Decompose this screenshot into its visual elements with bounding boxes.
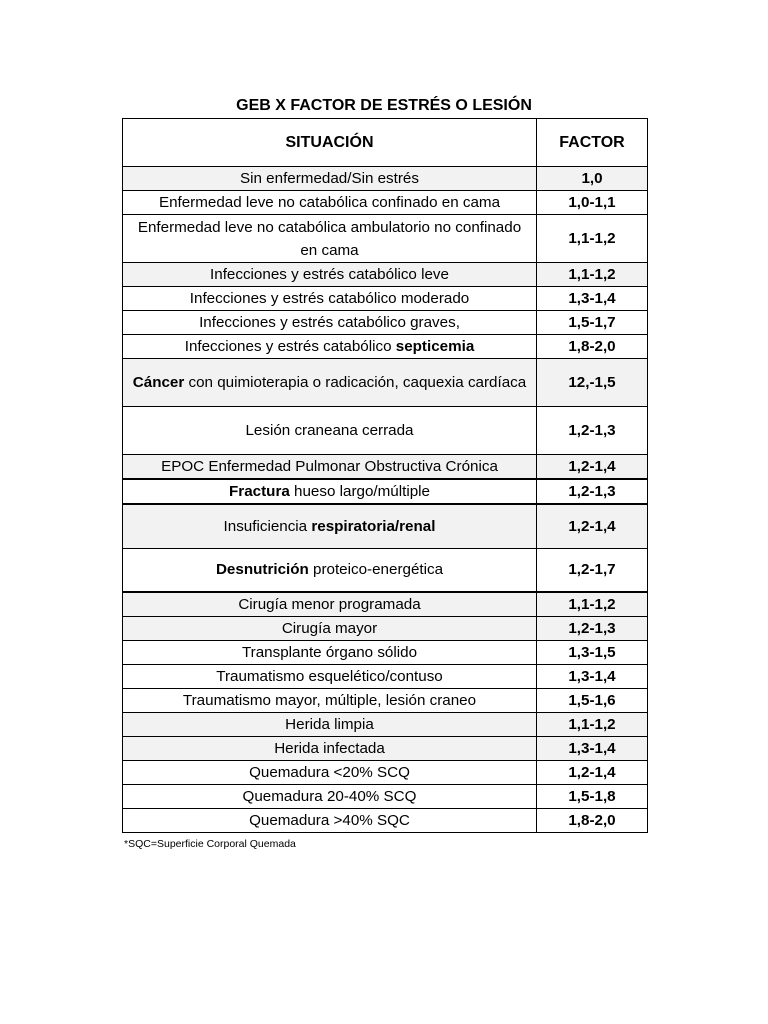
situation-cell bbox=[123, 737, 537, 761]
situation-text: Sin enfermedad/Sin estrés bbox=[240, 170, 419, 187]
situation-bold-text: respiratoria/renal bbox=[311, 517, 436, 535]
situation-cell bbox=[123, 689, 537, 713]
header-factor: FACTOR bbox=[537, 119, 648, 167]
factor-cell: 1,2-1,4 bbox=[537, 455, 648, 480]
table-body bbox=[123, 167, 648, 833]
situation-text: Quemadura <20% SCQ bbox=[249, 764, 410, 781]
situation-text: Traumatismo mayor, múltiple, lesión craneo bbox=[182, 692, 477, 709]
situation-text-tail: con quimioterapia o radicación, caquexia cardíaca bbox=[184, 374, 527, 391]
situation-text: Traumatismo esquelético/contuso bbox=[216, 668, 443, 685]
situation-cell bbox=[123, 287, 537, 311]
factor-cell: 1,8-2,0 bbox=[537, 335, 648, 359]
situation-cell bbox=[123, 809, 537, 833]
table-row bbox=[123, 359, 648, 407]
factor-cell: 1,1-1,2 bbox=[537, 592, 648, 617]
situation-text: Herida limpia bbox=[285, 716, 374, 733]
page-title: GEB X FACTOR DE ESTRÉS O LESIÓN bbox=[236, 97, 532, 114]
factor-cell: 1,5-1,6 bbox=[537, 689, 648, 713]
factor-cell: 1,3-1,5 bbox=[537, 641, 648, 665]
factor-cell: 1,5-1,7 bbox=[537, 311, 648, 335]
factor-cell: 1,2-1,4 bbox=[537, 761, 648, 785]
situation-text-tail: proteico-energética bbox=[308, 561, 444, 579]
situation-cell bbox=[123, 665, 537, 689]
factor-cell: 1,5-1,8 bbox=[537, 785, 648, 809]
situation-text: Cirugía mayor bbox=[281, 620, 378, 637]
table-row bbox=[123, 287, 648, 311]
table-row bbox=[123, 665, 648, 689]
table-row bbox=[123, 263, 648, 287]
header-situacion: SITUACIÓN bbox=[123, 119, 537, 167]
situation-cell bbox=[123, 407, 537, 455]
situation-bold-text: Cáncer bbox=[132, 374, 185, 391]
table-row bbox=[123, 479, 648, 504]
situation-text: Quemadura >40% SQC bbox=[249, 812, 410, 829]
situation-text: EPOC Enfermedad Pulmonar Obstructiva Crónica bbox=[161, 458, 498, 475]
situation-text: Enfermedad leve no catabólica ambulatorio no confinado en cama bbox=[137, 218, 522, 259]
factor-cell: 1,2-1,7 bbox=[537, 548, 648, 592]
situation-cell bbox=[123, 641, 537, 665]
situation-cell bbox=[123, 761, 537, 785]
factor-cell: 1,1-1,2 bbox=[537, 215, 648, 263]
table-row bbox=[123, 737, 648, 761]
table-row bbox=[123, 617, 648, 641]
situation-cell bbox=[123, 504, 537, 548]
situation-text: Infecciones y estrés catabólico leve bbox=[210, 266, 449, 283]
table-row bbox=[123, 191, 648, 215]
table-row bbox=[123, 335, 648, 359]
situation-cell bbox=[123, 592, 537, 617]
situation-text: Transplante órgano sólido bbox=[241, 644, 418, 661]
factor-cell: 1,3-1,4 bbox=[537, 287, 648, 311]
factor-cell: 1,0-1,1 bbox=[537, 191, 648, 215]
table-row bbox=[123, 592, 648, 617]
situation-text: Enfermedad leve no catabólica confinado en cama bbox=[158, 194, 501, 211]
situation-cell bbox=[123, 479, 537, 504]
situation-text: Quemadura 20-40% SCQ bbox=[242, 788, 417, 805]
situation-bold-text: septicemia bbox=[395, 338, 475, 355]
factor-cell: 1,8-2,0 bbox=[537, 809, 648, 833]
situation-cell bbox=[123, 359, 537, 407]
table-row bbox=[123, 785, 648, 809]
factor-cell: 1,3-1,4 bbox=[537, 665, 648, 689]
situation-cell bbox=[123, 191, 537, 215]
situation-cell bbox=[123, 785, 537, 809]
table-header-row bbox=[123, 119, 648, 167]
factor-cell: 1,2-1,3 bbox=[537, 617, 648, 641]
table-row bbox=[123, 504, 648, 548]
factor-cell: 1,2-1,3 bbox=[537, 479, 648, 504]
factor-cell: 1,2-1,3 bbox=[537, 407, 648, 455]
factor-cell: 1,0 bbox=[537, 167, 648, 191]
table-row bbox=[123, 455, 648, 480]
situation-cell bbox=[123, 335, 537, 359]
situation-cell bbox=[123, 311, 537, 335]
situation-cell bbox=[123, 263, 537, 287]
table-row bbox=[123, 407, 648, 455]
table-row bbox=[123, 548, 648, 592]
situation-cell bbox=[123, 617, 537, 641]
situation-bold-text: Desnutrición bbox=[215, 561, 309, 579]
footnote: *SQC=Superficie Corporal Quemada bbox=[124, 838, 296, 850]
situation-text: Infecciones y estrés catabólico graves, bbox=[199, 314, 460, 331]
situation-text: Lesión craneana cerrada bbox=[245, 422, 414, 439]
situation-cell bbox=[123, 455, 537, 480]
table-row bbox=[123, 641, 648, 665]
table-row bbox=[123, 713, 648, 737]
factor-cell: 1,1-1,2 bbox=[537, 263, 648, 287]
stress-factor-table bbox=[122, 118, 648, 833]
factor-cell: 1,3-1,4 bbox=[537, 737, 648, 761]
table-row bbox=[123, 215, 648, 263]
situation-text: Herida infectada bbox=[274, 740, 385, 757]
factor-cell: 1,1-1,2 bbox=[537, 713, 648, 737]
situation-text: Infecciones y estrés catabólico moderado bbox=[189, 290, 470, 307]
situation-text-tail: hueso largo/múltiple bbox=[289, 483, 430, 500]
factor-cell: 12,-1,5 bbox=[537, 359, 648, 407]
table-row bbox=[123, 689, 648, 713]
table-row bbox=[123, 167, 648, 191]
situation-cell bbox=[123, 713, 537, 737]
table-row bbox=[123, 311, 648, 335]
situation-cell bbox=[123, 167, 537, 191]
situation-cell bbox=[123, 548, 537, 592]
situation-text: Infecciones y estrés catabólico bbox=[184, 338, 396, 355]
situation-text: Insuficiencia bbox=[223, 517, 312, 535]
factor-cell: 1,2-1,4 bbox=[537, 504, 648, 548]
table-row bbox=[123, 761, 648, 785]
table-row bbox=[123, 809, 648, 833]
situation-text: Cirugía menor programada bbox=[238, 596, 421, 613]
situation-cell bbox=[123, 215, 537, 263]
situation-bold-text: Fractura bbox=[229, 483, 290, 500]
